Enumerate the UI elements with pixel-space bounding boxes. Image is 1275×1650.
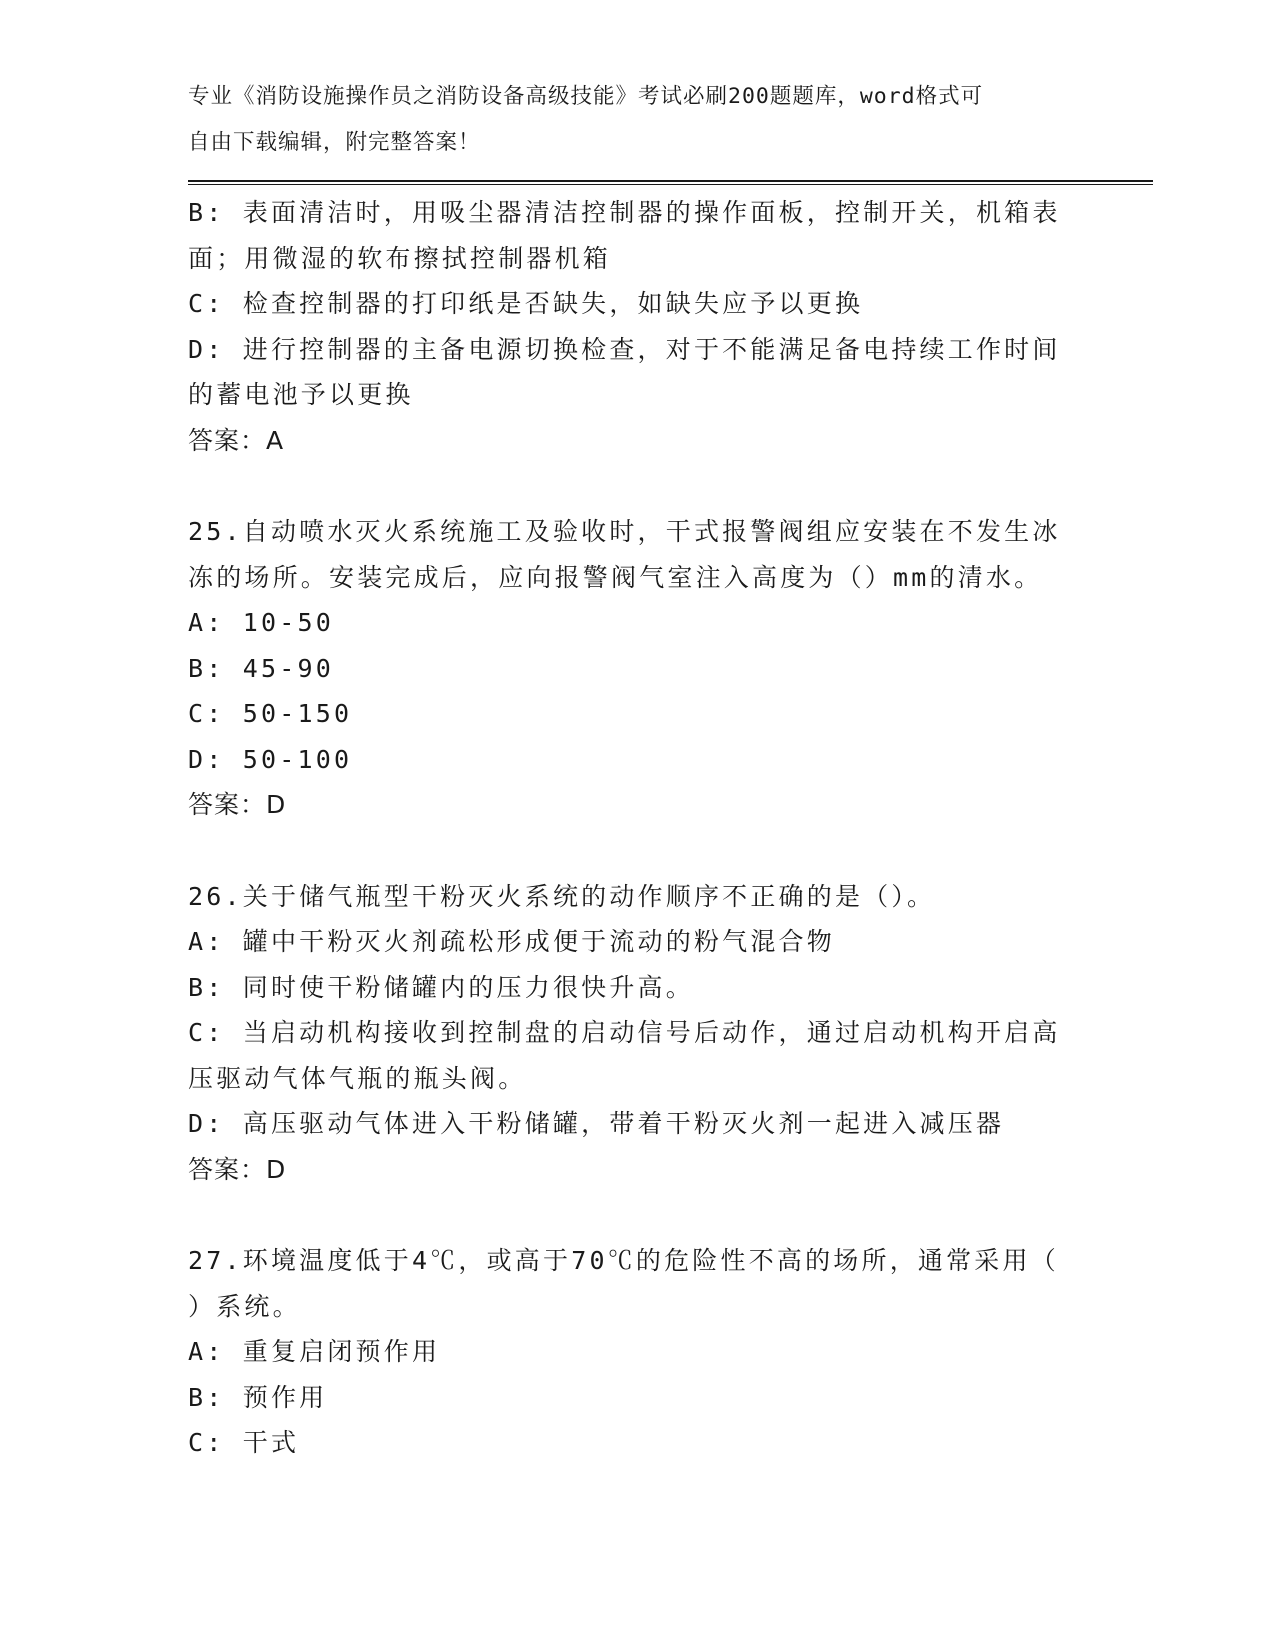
- answer: 答案：D: [188, 790, 287, 819]
- option-a: A: 罐中干粉灭火剂疏松形成便于流动的粉气混合物: [188, 927, 835, 956]
- document-header: [188, 74, 1088, 165]
- header-title-line-2: 自由下载编辑，附完整答案！: [188, 129, 481, 155]
- question-stem-line-2: 冻的场所。安装完成后，应向报警阀气室注入高度为（）mm的清水。: [188, 562, 1043, 592]
- spacer: [188, 828, 1088, 874]
- option-a: A: 10-50: [188, 608, 335, 637]
- header-title-line-1: 专业《消防设施操作员之消防设备高级技能》考试必刷200题题库，word格式可: [188, 84, 984, 109]
- option-c: C: 50-150: [188, 699, 353, 728]
- option-b: B: 同时使干粉储罐内的压力很快升高。: [188, 972, 694, 1002]
- question-stem-line-1: 25.自动喷水灭火系统施工及验收时，干式报警阀组应安装在不发生冰: [188, 517, 1061, 546]
- spacer: [188, 1192, 1088, 1238]
- option-c: C: 检查控制器的打印纸是否缺失，如缺失应予以更换: [188, 289, 864, 318]
- question-stem-line-1: 27.环境温度低于4℃，或高于70℃的危险性不高的场所，通常采用（: [188, 1246, 1059, 1275]
- question-24-continued: [188, 190, 1088, 463]
- option-c: C: 干式: [188, 1428, 300, 1457]
- question-26: [188, 874, 1088, 1193]
- question-stem-line-2: ）系统。: [188, 1291, 301, 1321]
- option-b: B: 预作用: [188, 1382, 328, 1412]
- option-d-line-2: 的蓄电池予以更换: [188, 380, 414, 409]
- spacer: [188, 463, 1088, 509]
- option-c-line-2: 压驱动气体气瓶的瓶头阀。: [188, 1063, 527, 1093]
- option-d: D: 高压驱动气体进入干粉储罐，带着干粉灭火剂一起进入减压器: [188, 1109, 1005, 1138]
- question-stem: 26.关于储气瓶型干粉灭火系统的动作顺序不正确的是（）。: [188, 881, 936, 911]
- option-a: A: 重复启闭预作用: [188, 1337, 441, 1366]
- question-25: [188, 509, 1088, 828]
- option-b-line-2: 面；用微湿的软布擦拭控制器机箱: [188, 243, 612, 273]
- option-b: B: 45-90: [188, 653, 335, 683]
- document-body: [188, 190, 1088, 1466]
- option-d-line-1: D: 进行控制器的主备电源切换检查，对于不能满足备电持续工作时间: [188, 334, 1061, 364]
- header-divider-thick: [188, 180, 1153, 182]
- question-27: [188, 1238, 1088, 1466]
- header-divider-thin: [188, 184, 1153, 185]
- answer: 答案：D: [188, 1154, 287, 1184]
- answer: 答案：A: [188, 425, 285, 455]
- option-d: D: 50-100: [188, 744, 353, 774]
- option-b-line-1: B: 表面清洁时，用吸尘器清洁控制器的操作面板，控制开关，机箱表: [188, 198, 1061, 227]
- option-c-line-1: C: 当启动机构接收到控制盘的启动信号后动作，通过启动机构开启高: [188, 1018, 1061, 1047]
